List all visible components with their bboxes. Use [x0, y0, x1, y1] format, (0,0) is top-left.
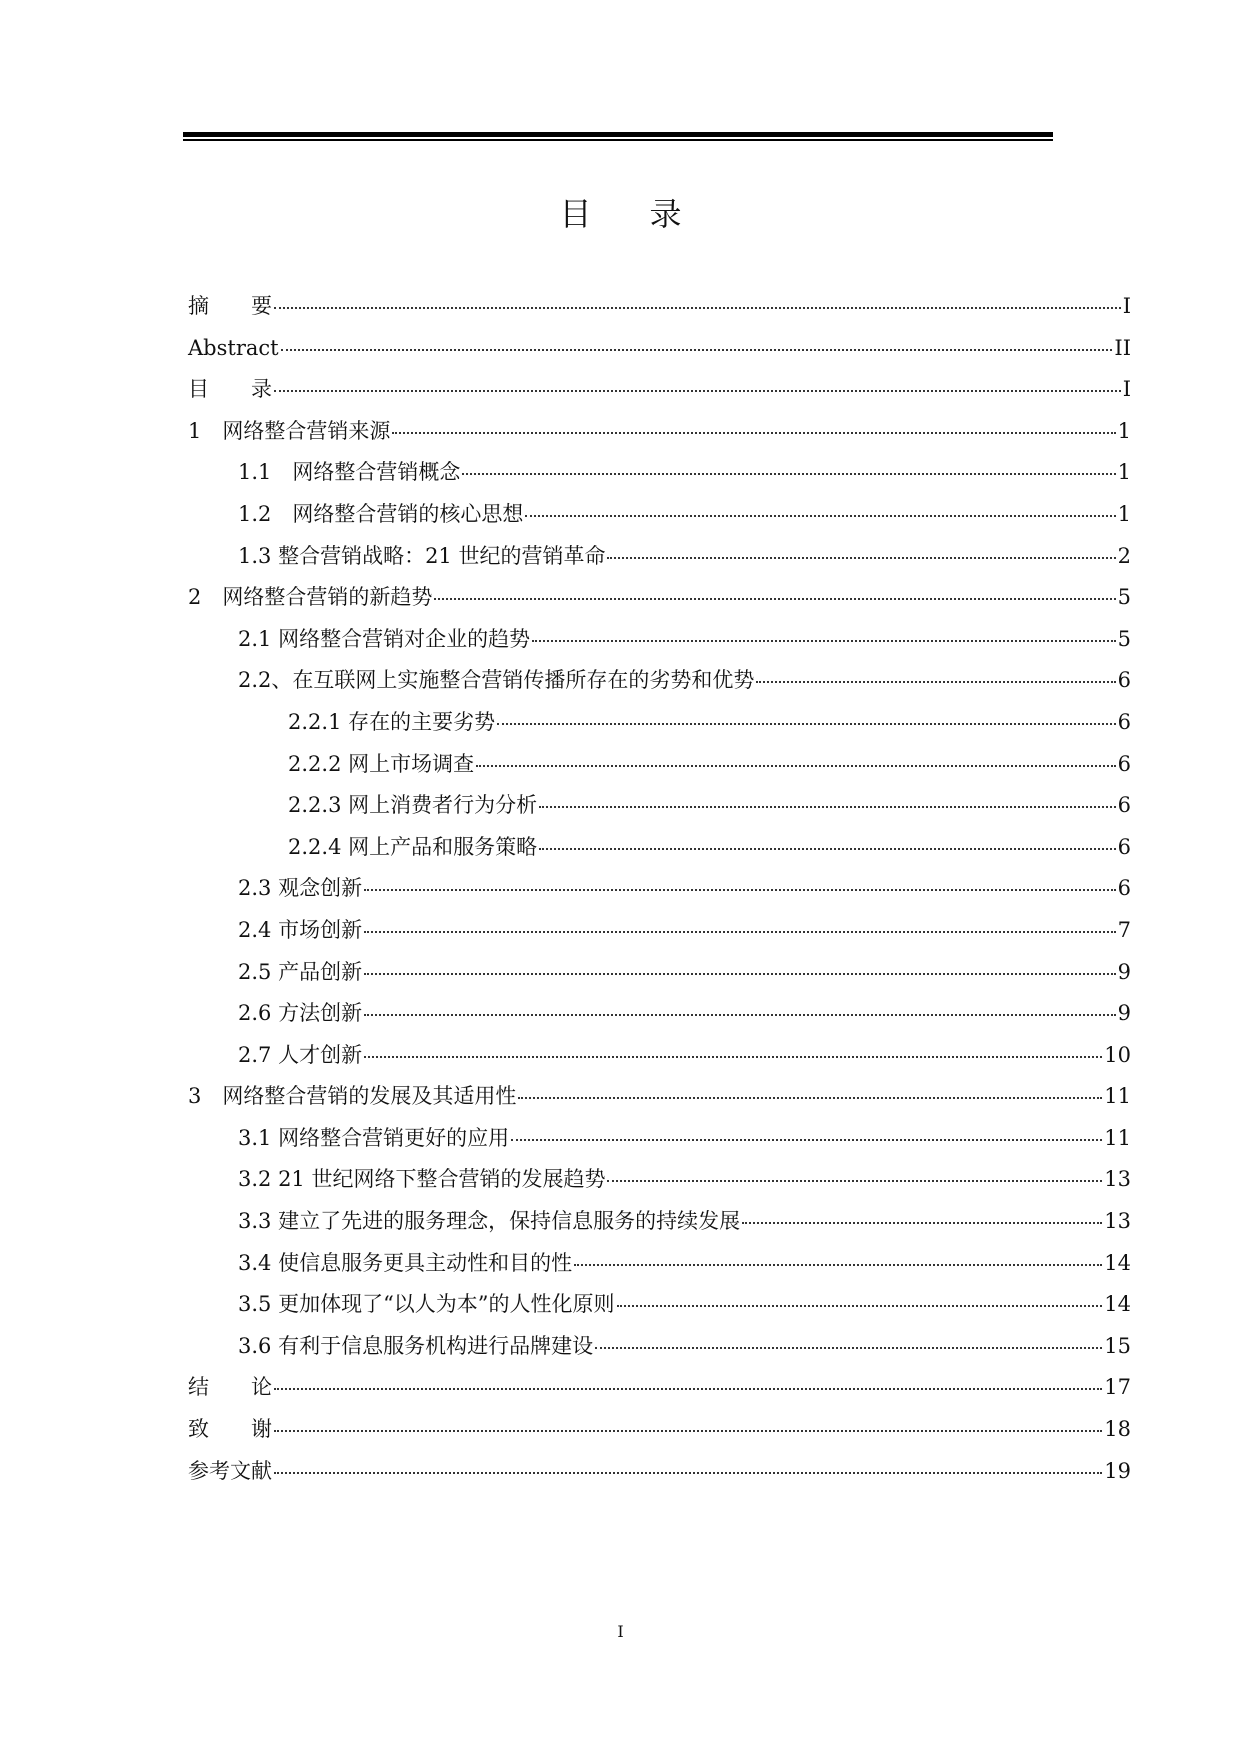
toc-entry-label: 2.2.1 存在的主要劣势 [288, 709, 496, 734]
toc-entry[interactable] [188, 1409, 1131, 1451]
toc-entry[interactable] [188, 1243, 1131, 1285]
toc-dot-leader [617, 1284, 1103, 1307]
toc-entry-label: 参考文献 [188, 1458, 272, 1483]
toc-entry-page: 15 [1104, 1333, 1131, 1358]
toc-dot-leader [607, 536, 1115, 559]
toc-entry-label: 2.5 产品创新 [238, 959, 363, 984]
toc-entry[interactable] [188, 993, 1131, 1035]
toc-entry-label: 目 录 [188, 377, 272, 402]
toc-entry[interactable] [188, 619, 1131, 661]
toc-entry-page: 5 [1117, 626, 1131, 651]
toc-dot-leader [274, 369, 1121, 392]
toc-entry-label: 3 网络整合营销的发展及其适用性 [188, 1084, 517, 1109]
toc-entry-page: 13 [1104, 1167, 1131, 1192]
toc-entry-page: 9 [1117, 1001, 1131, 1026]
toc-entry-page: 1 [1117, 460, 1131, 485]
toc-entry-label: 3.3 建立了先进的服务理念，保持信息服务的持续发展 [238, 1209, 741, 1234]
table-of-contents [188, 286, 1131, 1492]
toc-entry-label: 3.2 21 世纪网络下整合营销的发展趋势 [238, 1167, 606, 1192]
toc-dot-leader [497, 702, 1116, 725]
toc-dot-leader [518, 1076, 1102, 1099]
toc-dot-leader [607, 1159, 1102, 1182]
toc-entry-label: 2.2.3 网上消费者行为分析 [288, 793, 538, 818]
toc-entry-page: 18 [1104, 1417, 1131, 1442]
toc-dot-leader [364, 1035, 1102, 1058]
toc-entry-page: 7 [1117, 917, 1131, 942]
toc-entry-label: 2 网络整合营销的新趋势 [188, 585, 433, 610]
toc-entry-page: 17 [1104, 1375, 1131, 1400]
toc-entry-label: 摘 要 [188, 294, 272, 318]
toc-entry-page: 11 [1104, 1084, 1131, 1109]
toc-entry-label: 1.2 网络整合营销的核心思想 [238, 501, 524, 526]
toc-dot-leader [539, 827, 1116, 850]
toc-entry[interactable] [188, 577, 1131, 619]
toc-entry-page: 6 [1117, 793, 1131, 818]
toc-entry-page: 5 [1117, 585, 1131, 610]
toc-entry[interactable] [188, 494, 1131, 536]
toc-dot-leader [281, 328, 1113, 351]
toc-entry-label: 1.3 整合营销战略：21 世纪的营销革命 [238, 543, 606, 568]
toc-entry[interactable] [188, 785, 1131, 827]
toc-dot-leader [434, 577, 1115, 600]
toc-dot-leader [274, 1409, 1102, 1432]
toc-entry-label: 1 网络整合营销来源 [188, 418, 391, 443]
toc-dot-leader [274, 1451, 1102, 1474]
toc-entry[interactable] [188, 1118, 1131, 1160]
toc-entry-page: 6 [1117, 834, 1131, 859]
toc-entry-page: 6 [1117, 668, 1131, 693]
toc-entry-label: 结 论 [188, 1375, 272, 1400]
toc-entry-page: 6 [1117, 876, 1131, 901]
toc-entry-label: 2.2、在互联网上实施整合营销传播所存在的劣势和优势 [238, 668, 755, 693]
toc-entry-page: II [1114, 335, 1131, 360]
toc-dot-leader [274, 1367, 1102, 1390]
toc-dot-leader [756, 660, 1115, 683]
toc-title: 目录 [559, 195, 740, 233]
toc-entry-page: 10 [1104, 1042, 1131, 1067]
page-number: I [617, 1622, 624, 1641]
toc-entry-label: 3.6 有利于信息服务机构进行品牌建设 [238, 1333, 594, 1358]
toc-entry-label: 2.3 观念创新 [238, 876, 363, 901]
toc-entry[interactable] [188, 910, 1131, 952]
toc-entry[interactable] [188, 1076, 1131, 1118]
toc-entry[interactable] [188, 1159, 1131, 1201]
toc-entry[interactable] [188, 452, 1131, 494]
toc-entry-page: 6 [1117, 709, 1131, 734]
toc-entry-label: 2.6 方法创新 [238, 1001, 363, 1026]
toc-entry-label: 3.1 网络整合营销更好的应用 [238, 1125, 510, 1150]
toc-entry[interactable] [188, 1451, 1131, 1493]
toc-entry[interactable] [188, 868, 1131, 910]
toc-entry[interactable] [188, 827, 1131, 869]
toc-entry[interactable] [188, 1035, 1131, 1077]
toc-dot-leader [364, 993, 1116, 1016]
toc-entry[interactable] [188, 702, 1131, 744]
toc-dot-leader [525, 494, 1115, 517]
toc-entry[interactable] [188, 1201, 1131, 1243]
toc-entry-page: 9 [1117, 959, 1131, 984]
toc-entry-label: 3.5 更加体现了“以人为本”的人性化原则 [238, 1292, 615, 1317]
toc-entry-page: 13 [1104, 1209, 1131, 1234]
toc-entry-page: 11 [1104, 1125, 1131, 1150]
toc-dot-leader [462, 452, 1115, 475]
toc-entry-page: 1 [1117, 501, 1131, 526]
toc-entry[interactable] [188, 286, 1131, 328]
toc-dot-leader [364, 868, 1116, 891]
toc-entry[interactable] [188, 369, 1131, 411]
toc-entry-page: 2 [1117, 543, 1131, 568]
toc-dot-leader [595, 1326, 1102, 1349]
header-rule-thick [183, 132, 1053, 137]
toc-entry[interactable] [188, 744, 1131, 786]
toc-dot-leader [539, 785, 1116, 808]
toc-dot-leader [392, 411, 1115, 434]
toc-entry[interactable] [188, 328, 1131, 370]
toc-entry-label: 2.2.2 网上市场调查 [288, 751, 475, 776]
toc-entry-label: 致 谢 [188, 1417, 272, 1442]
toc-dot-leader [364, 910, 1116, 933]
toc-entry-page: I [1122, 294, 1131, 318]
toc-entry-label: 3.4 使信息服务更具主动性和目的性 [238, 1250, 573, 1275]
toc-entry-page: 14 [1104, 1250, 1131, 1275]
toc-entry-label: 2.1 网络整合营销对企业的趋势 [238, 626, 531, 651]
toc-dot-leader [574, 1243, 1102, 1266]
toc-dot-leader [364, 952, 1116, 975]
toc-entry-page: 14 [1104, 1292, 1131, 1317]
toc-entry-page: 6 [1117, 751, 1131, 776]
toc-dot-leader [532, 619, 1116, 642]
toc-dot-leader [476, 744, 1116, 767]
toc-entry-label: 2.2.4 网上产品和服务策略 [288, 834, 538, 859]
toc-entry-label: 2.7 人才创新 [238, 1042, 363, 1067]
toc-entry[interactable] [188, 536, 1131, 578]
toc-dot-leader [742, 1201, 1102, 1224]
toc-entry[interactable] [188, 1367, 1131, 1409]
toc-entry[interactable] [188, 952, 1131, 994]
header-rule-thin [183, 139, 1053, 141]
toc-entry-page: 1 [1117, 418, 1131, 443]
toc-dot-leader [274, 286, 1121, 309]
toc-dot-leader [511, 1118, 1102, 1141]
toc-entry-page: 19 [1104, 1458, 1131, 1483]
header-double-rule [183, 132, 1053, 141]
toc-entry[interactable] [188, 1284, 1131, 1326]
toc-entry-label: Abstract [188, 335, 279, 360]
toc-entry[interactable] [188, 660, 1131, 702]
toc-entry-label: 2.4 市场创新 [238, 917, 363, 942]
toc-entry[interactable] [188, 411, 1131, 453]
toc-entry[interactable] [188, 1326, 1131, 1368]
toc-entry-page: I [1122, 377, 1131, 402]
toc-entry-label: 1.1 网络整合营销概念 [238, 460, 461, 485]
